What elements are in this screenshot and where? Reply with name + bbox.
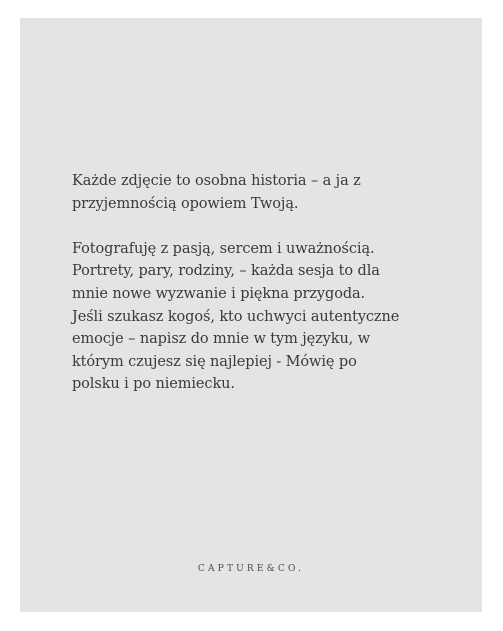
text-line: Jeśli szukasz kogoś, kto uchwyci autentyczne	[72, 308, 400, 325]
brand-wordmark: CAPTURE&CO.	[197, 564, 305, 574]
paragraph-about	[72, 238, 452, 396]
text-line: Fotografuję z pasją, sercem i uważnością.	[72, 240, 375, 257]
text-line: mnie nowe wyzwanie i piękna przygoda.	[72, 285, 366, 302]
text-line: emocje – napisz do mnie w tym języku, w	[72, 331, 371, 348]
document-card	[20, 18, 482, 612]
text-line: przyjemnością opowiem Twoją.	[72, 195, 299, 212]
paragraph-intro	[72, 170, 452, 215]
text-line: polsku i po niemiecku.	[72, 376, 235, 393]
text-line: Każde zdjęcie to osobna historia – a ja z	[72, 173, 361, 189]
text-line: Portrety, pary, rodziny, – każda sesja to dla	[72, 263, 380, 280]
body-text	[72, 170, 452, 396]
text-line: którym czujesz się najlepiej - Mówię po	[72, 353, 357, 370]
